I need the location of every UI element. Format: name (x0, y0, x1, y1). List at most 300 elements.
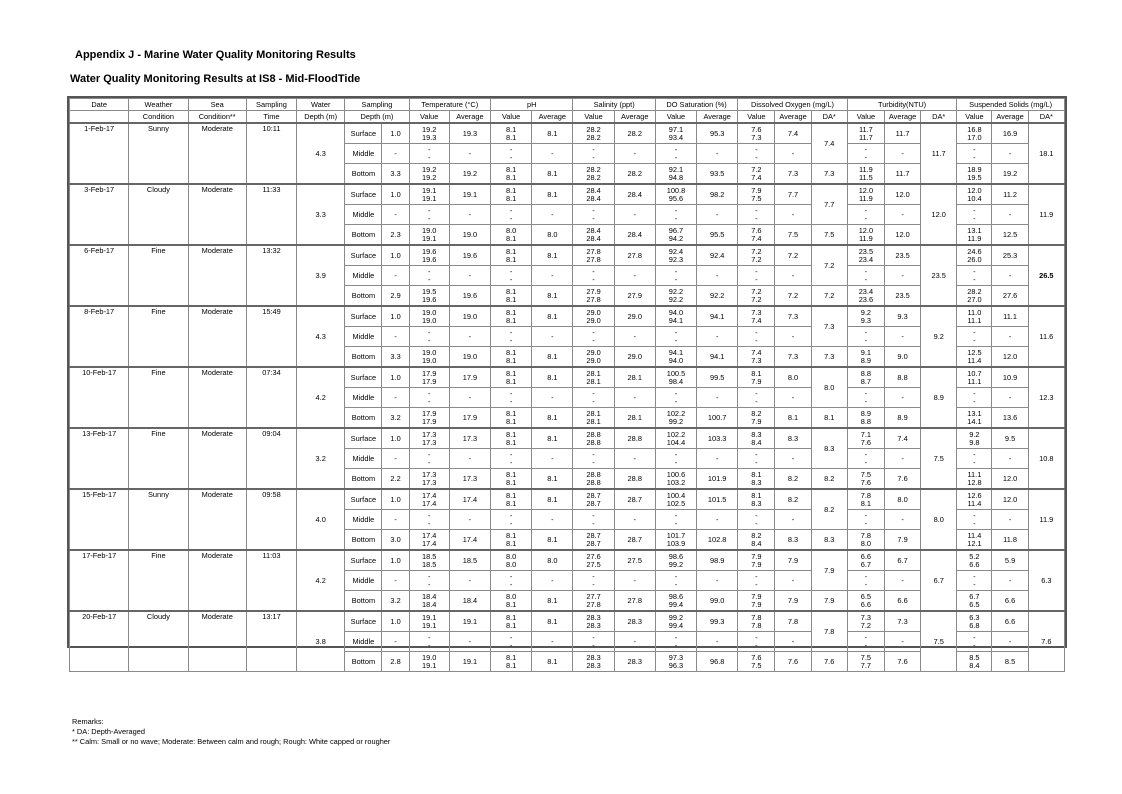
sampling-depth-cell: 1.0 (382, 184, 409, 205)
ph-average-cell: - (532, 632, 573, 652)
temperature-value-cell: 17.3 17.3 (409, 469, 449, 490)
turbidity-value-cell: 23.4 23.6 (847, 286, 884, 307)
ph-average-cell: 8.1 (532, 123, 573, 144)
temperature-average-cell: - (449, 205, 490, 225)
salinity-average-cell: - (614, 144, 655, 164)
salinity-value-cell: - - (573, 571, 614, 591)
sampling-depth-cell: 2.2 (382, 469, 409, 490)
suspended-solids-value-cell: 16.8 17.0 (957, 123, 992, 144)
turbidity-value-cell: 23.5 23.4 (847, 245, 884, 266)
table-row (70, 611, 1065, 632)
column-header: Average (532, 111, 573, 124)
sea-condition-cell: Moderate (188, 489, 246, 550)
sea-condition-cell: Moderate (188, 184, 246, 245)
ph-average-cell: - (532, 144, 573, 164)
sampling-depth-cell: 1.0 (382, 611, 409, 632)
temperature-average-cell: 17.4 (449, 530, 490, 551)
turbidity-average-cell: 6.6 (884, 591, 920, 612)
sampling-level-cell: Surface (345, 184, 382, 205)
sampling-level-cell: Bottom (345, 286, 382, 307)
suspended-solids-value-cell: 24.6 26.0 (957, 245, 992, 266)
dissolved-oxygen-da-cell: 7.7 (811, 184, 847, 225)
sampling-level-cell: Surface (345, 245, 382, 266)
suspended-solids-value-cell: 5.2 6.6 (957, 550, 992, 571)
water-depth-cell: 3.9 (297, 245, 345, 306)
suspended-solids-average-cell: - (992, 205, 1028, 225)
dissolved-oxygen-value-cell: 7.9 7.9 (738, 550, 775, 571)
suspended-solids-average-cell: 11.2 (992, 184, 1028, 205)
salinity-value-cell: 28.1 28.1 (573, 408, 614, 429)
sampling-depth-cell: - (382, 144, 409, 164)
table-row (70, 184, 1065, 205)
date-cell: 13-Feb-17 (70, 428, 129, 489)
dissolved-oxygen-average-cell: 7.7 (775, 184, 811, 205)
column-header: Dissolved Oxygen (mg/L) (738, 99, 848, 111)
turbidity-average-cell: 23.5 (884, 245, 920, 266)
do-saturation-average-cell: - (697, 449, 738, 469)
temperature-value-cell: 19.1 19.1 (409, 611, 449, 632)
sea-condition-cell: Moderate (188, 611, 246, 672)
salinity-value-cell: 28.8 28.8 (573, 469, 614, 490)
dissolved-oxygen-average-cell: 7.9 (775, 550, 811, 571)
turbidity-value-cell: - - (847, 144, 884, 164)
ph-value-cell: 8.1 8.1 (491, 408, 532, 429)
do-saturation-value-cell: 97.3 96.3 (655, 652, 696, 672)
sampling-level-cell: Middle (345, 205, 382, 225)
table-row (70, 367, 1065, 388)
water-depth-cell: 4.3 (297, 123, 345, 184)
salinity-average-cell: - (614, 205, 655, 225)
salinity-value-cell: 29.0 29.0 (573, 306, 614, 327)
ph-value-cell: 8.1 8.1 (491, 469, 532, 490)
dissolved-oxygen-average-cell: 7.9 (775, 591, 811, 612)
ph-value-cell: 8.1 8.1 (491, 652, 532, 672)
dissolved-oxygen-value-cell: 8.2 7.9 (738, 408, 775, 429)
temperature-average-cell: 17.3 (449, 469, 490, 490)
temperature-value-cell: 19.0 19.1 (409, 652, 449, 672)
salinity-average-cell: - (614, 388, 655, 408)
water-depth-cell: 4.3 (297, 306, 345, 367)
salinity-average-cell: - (614, 266, 655, 286)
salinity-value-cell: 28.4 28.4 (573, 225, 614, 246)
water-quality-table (69, 98, 1065, 672)
suspended-solids-value-cell: 10.7 11.1 (957, 367, 992, 388)
sampling-level-cell: Surface (345, 611, 382, 632)
ph-average-cell: - (532, 327, 573, 347)
dissolved-oxygen-average-cell: - (775, 632, 811, 652)
turbidity-da-cell: 7.5 (921, 428, 957, 489)
sampling-level-cell: Surface (345, 367, 382, 388)
turbidity-value-cell: 9.1 8.9 (847, 347, 884, 368)
salinity-value-cell: - - (573, 205, 614, 225)
dissolved-oxygen-bottom-cell: 8.3 (811, 530, 847, 551)
suspended-solids-average-cell: 6.6 (992, 611, 1028, 632)
turbidity-average-cell: 7.9 (884, 530, 920, 551)
suspended-solids-average-cell: 11.1 (992, 306, 1028, 327)
sampling-depth-cell: - (382, 449, 409, 469)
turbidity-value-cell: - - (847, 205, 884, 225)
do-saturation-average-cell: 95.3 (697, 123, 738, 144)
turbidity-average-cell: - (884, 449, 920, 469)
ph-value-cell: 8.1 8.1 (491, 306, 532, 327)
ph-value-cell: 8.0 8.1 (491, 591, 532, 612)
header-row (70, 111, 1065, 124)
do-saturation-average-cell: 94.1 (697, 347, 738, 368)
temperature-average-cell: 19.1 (449, 184, 490, 205)
ph-average-cell: 8.1 (532, 347, 573, 368)
suspended-solids-da-cell: 11.6 (1028, 306, 1064, 367)
turbidity-average-cell: 7.6 (884, 469, 920, 490)
do-saturation-average-cell: 99.5 (697, 367, 738, 388)
temperature-value-cell: - - (409, 144, 449, 164)
column-header: Date (70, 99, 129, 111)
ph-average-cell: - (532, 388, 573, 408)
water-depth-cell: 4.2 (297, 367, 345, 428)
do-saturation-average-cell: - (697, 327, 738, 347)
dissolved-oxygen-value-cell: 7.4 7.3 (738, 347, 775, 368)
sampling-depth-cell: 1.0 (382, 489, 409, 510)
temperature-value-cell: - - (409, 571, 449, 591)
dissolved-oxygen-bottom-cell: 7.5 (811, 225, 847, 246)
results-table-frame (67, 96, 1067, 670)
temperature-average-cell: 19.1 (449, 611, 490, 632)
table-title: Water Quality Monitoring Results at IS8 - Mid-FloodTide (70, 73, 361, 85)
dissolved-oxygen-da-cell: 7.8 (811, 611, 847, 652)
do-saturation-average-cell: 99.0 (697, 591, 738, 612)
do-saturation-value-cell: 97.1 93.4 (655, 123, 696, 144)
salinity-value-cell: 27.8 27.8 (573, 245, 614, 266)
dissolved-oxygen-value-cell: 7.2 7.2 (738, 245, 775, 266)
date-cell: 6-Feb-17 (70, 245, 129, 306)
suspended-solids-da-cell: 6.3 (1028, 550, 1064, 611)
sampling-level-cell: Bottom (345, 530, 382, 551)
sampling-level-cell: Surface (345, 489, 382, 510)
ph-average-cell: 8.1 (532, 591, 573, 612)
sampling-depth-cell: 3.3 (382, 164, 409, 185)
column-header: DA* (921, 111, 957, 124)
sampling-time-cell: 10:11 (246, 123, 296, 184)
turbidity-value-cell: 7.8 8.0 (847, 530, 884, 551)
ph-average-cell: 8.1 (532, 408, 573, 429)
do-saturation-average-cell: - (697, 205, 738, 225)
column-header: Average (697, 111, 738, 124)
ph-average-cell: 8.1 (532, 428, 573, 449)
do-saturation-value-cell: - - (655, 266, 696, 286)
date-cell: 3-Feb-17 (70, 184, 129, 245)
do-saturation-average-cell: 102.8 (697, 530, 738, 551)
sampling-depth-cell: 2.8 (382, 652, 409, 672)
salinity-value-cell: - - (573, 388, 614, 408)
suspended-solids-value-cell: 8.5 8.4 (957, 652, 992, 672)
turbidity-average-cell: - (884, 632, 920, 652)
sampling-depth-cell: 2.9 (382, 286, 409, 307)
suspended-solids-value-cell: 12.6 11.4 (957, 489, 992, 510)
turbidity-da-cell: 8.9 (921, 367, 957, 428)
sampling-level-cell: Surface (345, 306, 382, 327)
sampling-level-cell: Middle (345, 388, 382, 408)
date-cell: 10-Feb-17 (70, 367, 129, 428)
suspended-solids-da-cell: 7.6 (1028, 611, 1064, 672)
ph-value-cell: 8.1 8.1 (491, 347, 532, 368)
temperature-average-cell: 19.6 (449, 286, 490, 307)
do-saturation-value-cell: - - (655, 144, 696, 164)
temperature-average-cell: - (449, 144, 490, 164)
temperature-value-cell: 17.9 17.9 (409, 367, 449, 388)
suspended-solids-average-cell: - (992, 571, 1028, 591)
ph-value-cell: - - (491, 510, 532, 530)
do-saturation-average-cell: 103.3 (697, 428, 738, 449)
dissolved-oxygen-average-cell: 7.3 (775, 347, 811, 368)
sea-condition-cell: Moderate (188, 367, 246, 428)
ph-value-cell: - - (491, 266, 532, 286)
temperature-average-cell: 17.9 (449, 367, 490, 388)
column-header: Water (297, 99, 345, 111)
turbidity-value-cell: 8.9 8.8 (847, 408, 884, 429)
dissolved-oxygen-average-cell: 8.3 (775, 428, 811, 449)
sampling-depth-cell: 1.0 (382, 123, 409, 144)
sampling-depth-cell: 3.2 (382, 591, 409, 612)
suspended-solids-average-cell: 10.9 (992, 367, 1028, 388)
column-header: Condition** (188, 111, 246, 124)
salinity-value-cell: 27.9 27.8 (573, 286, 614, 307)
dissolved-oxygen-bottom-cell: 8.2 (811, 469, 847, 490)
ph-average-cell: 8.1 (532, 245, 573, 266)
date-cell: 20-Feb-17 (70, 611, 129, 672)
suspended-solids-da-cell: 11.9 (1028, 184, 1064, 245)
temperature-value-cell: 19.2 19.2 (409, 164, 449, 185)
ph-value-cell: 8.1 8.1 (491, 184, 532, 205)
salinity-average-cell: 28.2 (614, 123, 655, 144)
turbidity-value-cell: 8.8 8.7 (847, 367, 884, 388)
suspended-solids-value-cell: 13.1 14.1 (957, 408, 992, 429)
salinity-average-cell: 28.8 (614, 469, 655, 490)
suspended-solids-value-cell: - - (957, 205, 992, 225)
salinity-average-cell: - (614, 571, 655, 591)
column-header: Value (738, 111, 775, 124)
turbidity-average-cell: - (884, 266, 920, 286)
dissolved-oxygen-value-cell: - - (738, 144, 775, 164)
do-saturation-value-cell: 101.7 103.9 (655, 530, 696, 551)
do-saturation-value-cell: 100.6 103.2 (655, 469, 696, 490)
column-header (70, 111, 129, 124)
ph-average-cell: 8.1 (532, 469, 573, 490)
salinity-average-cell: - (614, 632, 655, 652)
turbidity-average-cell: 9.0 (884, 347, 920, 368)
dissolved-oxygen-value-cell: 7.8 7.8 (738, 611, 775, 632)
salinity-average-cell: 28.8 (614, 428, 655, 449)
suspended-solids-value-cell: - - (957, 327, 992, 347)
column-header: DA* (811, 111, 847, 124)
dissolved-oxygen-da-cell: 7.4 (811, 123, 847, 164)
column-header: DO Saturation (%) (655, 99, 737, 111)
do-saturation-value-cell: - - (655, 327, 696, 347)
table-row (70, 245, 1065, 266)
turbidity-average-cell: - (884, 205, 920, 225)
do-saturation-value-cell: 98.6 99.4 (655, 591, 696, 612)
ph-value-cell: 8.1 8.1 (491, 367, 532, 388)
ph-value-cell: - - (491, 205, 532, 225)
dissolved-oxygen-average-cell: - (775, 510, 811, 530)
turbidity-value-cell: - - (847, 266, 884, 286)
weather-cell: Cloudy (129, 184, 188, 245)
temperature-value-cell: 19.0 19.0 (409, 347, 449, 368)
sampling-depth-cell: 1.0 (382, 550, 409, 571)
dissolved-oxygen-average-cell: 7.2 (775, 245, 811, 266)
sampling-depth-cell: - (382, 205, 409, 225)
ph-average-cell: 8.1 (532, 184, 573, 205)
ph-average-cell: 8.1 (532, 530, 573, 551)
temperature-average-cell: 19.1 (449, 652, 490, 672)
turbidity-average-cell: 23.5 (884, 286, 920, 307)
suspended-solids-da-cell: 18.1 (1028, 123, 1064, 184)
sampling-level-cell: Bottom (345, 164, 382, 185)
dissolved-oxygen-value-cell: 7.3 7.4 (738, 306, 775, 327)
column-header: Value (573, 111, 614, 124)
sampling-level-cell: Surface (345, 550, 382, 571)
sampling-depth-cell: 3.2 (382, 408, 409, 429)
dissolved-oxygen-average-cell: 7.8 (775, 611, 811, 632)
sampling-level-cell: Bottom (345, 347, 382, 368)
ph-average-cell: 8.0 (532, 550, 573, 571)
dissolved-oxygen-value-cell: - - (738, 510, 775, 530)
salinity-value-cell: - - (573, 327, 614, 347)
turbidity-value-cell: 7.5 7.7 (847, 652, 884, 672)
suspended-solids-value-cell: 12.0 10.4 (957, 184, 992, 205)
turbidity-value-cell: 7.8 8.1 (847, 489, 884, 510)
ph-average-cell: - (532, 571, 573, 591)
turbidity-da-cell: 11.7 (921, 123, 957, 184)
turbidity-da-cell: 7.5 (921, 611, 957, 672)
remarks-heading: Remarks: (72, 717, 104, 726)
salinity-value-cell: 27.6 27.5 (573, 550, 614, 571)
salinity-average-cell: - (614, 510, 655, 530)
do-saturation-average-cell: - (697, 388, 738, 408)
ph-value-cell: - - (491, 571, 532, 591)
ph-average-cell: 8.1 (532, 652, 573, 672)
suspended-solids-average-cell: - (992, 449, 1028, 469)
suspended-solids-average-cell: - (992, 388, 1028, 408)
do-saturation-value-cell: - - (655, 388, 696, 408)
do-saturation-value-cell: 92.1 94.8 (655, 164, 696, 185)
dissolved-oxygen-value-cell: 8.1 8.3 (738, 489, 775, 510)
salinity-value-cell: 27.7 27.8 (573, 591, 614, 612)
water-depth-cell: 4.0 (297, 489, 345, 550)
ph-value-cell: 8.1 8.1 (491, 489, 532, 510)
sampling-time-cell: 13:32 (246, 245, 296, 306)
sampling-level-cell: Middle (345, 266, 382, 286)
sampling-time-cell: 15:49 (246, 306, 296, 367)
dissolved-oxygen-bottom-cell: 7.3 (811, 164, 847, 185)
do-saturation-average-cell: 93.5 (697, 164, 738, 185)
do-saturation-value-cell: 94.1 94.0 (655, 347, 696, 368)
suspended-solids-da-cell: 11.9 (1028, 489, 1064, 550)
salinity-average-cell: 28.4 (614, 225, 655, 246)
turbidity-value-cell: 12.0 11.9 (847, 184, 884, 205)
ph-value-cell: - - (491, 632, 532, 652)
turbidity-average-cell: 7.6 (884, 652, 920, 672)
temperature-average-cell: 19.0 (449, 225, 490, 246)
water-depth-cell: 4.2 (297, 550, 345, 611)
salinity-average-cell: 28.1 (614, 408, 655, 429)
temperature-average-cell: 19.3 (449, 123, 490, 144)
dissolved-oxygen-value-cell: 7.2 7.2 (738, 286, 775, 307)
salinity-average-cell: 27.9 (614, 286, 655, 307)
sampling-level-cell: Bottom (345, 591, 382, 612)
column-header: Average (614, 111, 655, 124)
suspended-solids-value-cell: - - (957, 449, 992, 469)
turbidity-average-cell: 12.0 (884, 225, 920, 246)
dissolved-oxygen-da-cell: 8.0 (811, 367, 847, 408)
salinity-average-cell: 29.0 (614, 306, 655, 327)
suspended-solids-average-cell: - (992, 510, 1028, 530)
remark-sea-condition: ** Calm: Small or no wave; Moderate: Between calm and rough; Rough: White capped or rougher (72, 737, 391, 746)
do-saturation-value-cell: - - (655, 632, 696, 652)
do-saturation-value-cell: 100.8 95.6 (655, 184, 696, 205)
turbidity-value-cell: 7.3 7.2 (847, 611, 884, 632)
sampling-depth-cell: 2.3 (382, 225, 409, 246)
temperature-average-cell: - (449, 571, 490, 591)
sea-condition-cell: Moderate (188, 306, 246, 367)
temperature-value-cell: - - (409, 510, 449, 530)
dissolved-oxygen-average-cell: 8.2 (775, 469, 811, 490)
do-saturation-average-cell: - (697, 632, 738, 652)
sampling-depth-cell: - (382, 510, 409, 530)
turbidity-value-cell: 11.7 11.7 (847, 123, 884, 144)
dissolved-oxygen-value-cell: - - (738, 205, 775, 225)
sampling-depth-cell: 1.0 (382, 245, 409, 266)
turbidity-average-cell: - (884, 571, 920, 591)
ph-value-cell: 8.1 8.1 (491, 530, 532, 551)
column-header: Depth (m) (297, 111, 345, 124)
temperature-value-cell: 18.4 18.4 (409, 591, 449, 612)
turbidity-value-cell: - - (847, 510, 884, 530)
dissolved-oxygen-average-cell: 8.0 (775, 367, 811, 388)
temperature-average-cell: - (449, 266, 490, 286)
ph-value-cell: 8.0 8.1 (491, 225, 532, 246)
sampling-time-cell: 07:34 (246, 367, 296, 428)
temperature-value-cell: 17.4 17.4 (409, 489, 449, 510)
do-saturation-average-cell: - (697, 266, 738, 286)
table-row (70, 306, 1065, 327)
temperature-average-cell: - (449, 449, 490, 469)
ph-average-cell: - (532, 510, 573, 530)
ph-value-cell: 8.1 8.1 (491, 123, 532, 144)
salinity-average-cell: 28.3 (614, 652, 655, 672)
turbidity-average-cell: 8.9 (884, 408, 920, 429)
do-saturation-value-cell: 100.5 98.4 (655, 367, 696, 388)
dissolved-oxygen-bottom-cell: 7.2 (811, 286, 847, 307)
dissolved-oxygen-value-cell: 7.9 7.5 (738, 184, 775, 205)
salinity-value-cell: - - (573, 510, 614, 530)
ph-value-cell: 8.0 8.0 (491, 550, 532, 571)
salinity-value-cell: - - (573, 266, 614, 286)
turbidity-average-cell: 11.7 (884, 164, 920, 185)
suspended-solids-average-cell: 25.3 (992, 245, 1028, 266)
ph-average-cell: 8.1 (532, 367, 573, 388)
turbidity-value-cell: 11.9 11.5 (847, 164, 884, 185)
dissolved-oxygen-average-cell: 7.3 (775, 164, 811, 185)
sampling-level-cell: Bottom (345, 408, 382, 429)
sampling-depth-cell: 1.0 (382, 367, 409, 388)
do-saturation-value-cell: 102.2 99.2 (655, 408, 696, 429)
turbidity-average-cell: - (884, 388, 920, 408)
dissolved-oxygen-value-cell: 7.6 7.5 (738, 652, 775, 672)
temperature-average-cell: 17.4 (449, 489, 490, 510)
turbidity-average-cell: 7.4 (884, 428, 920, 449)
turbidity-average-cell: - (884, 327, 920, 347)
dissolved-oxygen-bottom-cell: 8.1 (811, 408, 847, 429)
suspended-solids-average-cell: 16.9 (992, 123, 1028, 144)
